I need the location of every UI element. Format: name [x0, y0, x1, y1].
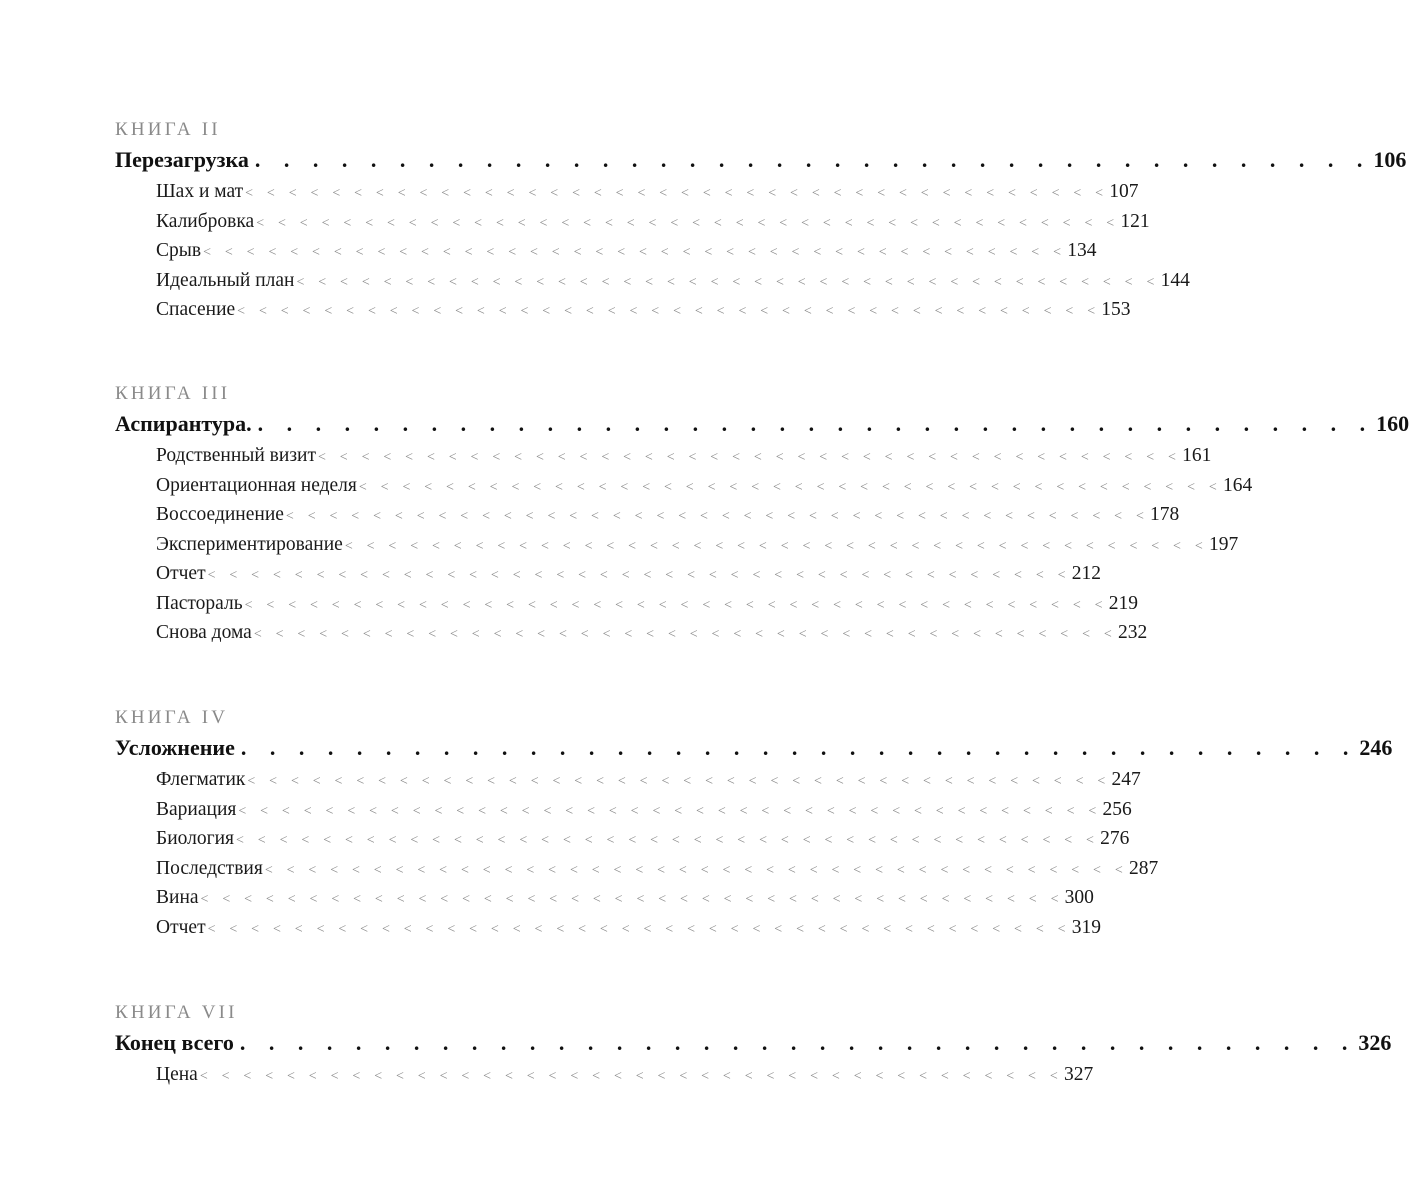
book-section: [115, 383, 1409, 648]
book-section: [115, 707, 1393, 942]
chapter-page-number: 107: [1109, 181, 1139, 202]
chapter-entry[interactable]: [156, 1060, 1094, 1090]
chapter-title: Шах и мат: [156, 181, 244, 202]
chapter-title: Вина: [156, 887, 199, 908]
chapter-list: [115, 765, 1159, 942]
chevron-leader: > > > > > > > > > > > > > > > > > > > > > > > > > > > > > > > > > > > > > > > >: [200, 892, 1064, 907]
chapter-title: Цена: [156, 1064, 198, 1085]
book-section: [115, 1002, 1392, 1090]
chapter-title: Срыв: [156, 240, 202, 261]
chevron-leader: > > > > > > > > > > > > > > > > > > > > > > > > > > > > > > > > > > > > > > > >: [247, 774, 1111, 789]
book-label: КНИГА IV: [115, 707, 229, 728]
chapter-page-number: 121: [1120, 210, 1150, 232]
chevron-leader: > > > > > > > > > > > > > > > > > > > > > > > > > > > > > > > > > > > > > > > >: [237, 304, 1101, 319]
chevron-leader: > > > > > > > > > > > > > > > > > > > > > > > > > > > > > > > > > > > > > > > >: [344, 538, 1208, 554]
chapter-entry[interactable]: [156, 559, 1101, 589]
chapter-list: [115, 441, 1253, 648]
chevron-leader: > > > > > > > > > > > > > > > > > > > > > > > > > > > > > > > > > > > > > > > >: [296, 274, 1160, 290]
chapter-list: [115, 1060, 1094, 1090]
chapter-entry[interactable]: [156, 266, 1190, 296]
dot-leader: . . . . . . . . . . . . . . . . . . . . . . . . . . . . . . . . . . . . . . .: [254, 147, 1372, 172]
part-page-number: 106: [1373, 147, 1407, 172]
dot-leader: . . . . . . . . . . . . . . . . . . . . . . . . . . . . . . . . . . . . . . .: [257, 411, 1375, 436]
part-title: Конец всего: [115, 1030, 234, 1055]
chapter-title: Снова дома: [156, 622, 252, 643]
dot-leader: . . . . . . . . . . . . . . . . . . . . . . . . . . . . . . . . . . . . . . .: [239, 1030, 1357, 1055]
chapter-page-number: 153: [1101, 299, 1131, 320]
part-page-number: 160: [1376, 411, 1409, 436]
chapter-entry[interactable]: [156, 177, 1139, 207]
chevron-leader: > > > > > > > > > > > > > > > > > > > > > > > > > > > > > > > > > > > > > > > >: [264, 862, 1128, 878]
dot-leader: . . . . . . . . . . . . . . . . . . . . . . . . . . . . . . . . . . . . . . .: [240, 735, 1358, 760]
chapter-entry[interactable]: [156, 795, 1132, 825]
chapter-entry[interactable]: [156, 618, 1148, 648]
chapter-page-number: 212: [1071, 563, 1101, 584]
chapter-title: Биология: [156, 828, 235, 849]
chapter-title: Флегматик: [156, 769, 246, 790]
chevron-leader: > > > > > > > > > > > > > > > > > > > > > > > > > > > > > > > > > > > > > > > >: [358, 479, 1222, 495]
chapter-page-number: 232: [1117, 622, 1148, 643]
chapter-list: [115, 177, 1190, 325]
chapter-title: Идеальный план: [156, 269, 295, 291]
chapter-page-number: 319: [1071, 916, 1101, 938]
chapter-page-number: 300: [1064, 887, 1094, 908]
part-title: Усложнение: [115, 735, 235, 760]
book-label: КНИГА III: [115, 383, 231, 404]
chapter-page-number: 164: [1223, 474, 1253, 496]
chapter-page-number: 161: [1182, 445, 1212, 466]
chapter-title: Отчет: [156, 563, 206, 584]
chevron-leader: > > > > > > > > > > > > > > > > > > > > > > > > > > > > > > > > > > > > > > > >: [317, 450, 1182, 465]
chapter-title: Калибровка: [156, 210, 255, 232]
part-page-number: 246: [1359, 735, 1393, 760]
chapter-entry[interactable]: [156, 236, 1097, 266]
chevron-leader: > > > > > > > > > > > > > > > > > > > > > > > > > > > > > > > > > > > > > > > >: [244, 597, 1108, 613]
chevron-leader: > > > > > > > > > > > > > > > > > > > > > > > > > > > > > > > > > > > > > > > >: [245, 186, 1109, 201]
chevron-leader: > > > > > > > > > > > > > > > > > > > > > > > > > > > > > > > > > > > > > > > >: [207, 568, 1071, 583]
chapter-title: Спасение: [156, 299, 236, 320]
chapter-entry[interactable]: [156, 500, 1180, 530]
book-label: КНИГА VII: [115, 1002, 238, 1023]
chapter-title: Пастораль: [156, 592, 243, 614]
chapter-entry[interactable]: [156, 207, 1150, 237]
chevron-leader: > > > > > > > > > > > > > > > > > > > > > > > > > > > > > > > > > > > > > > > >: [207, 921, 1071, 937]
chapter-page-number: 219: [1108, 592, 1138, 614]
part-title: Аспирантура.: [115, 411, 252, 436]
chevron-leader: > > > > > > > > > > > > > > > > > > > > > > > > > > > > > > > > > > > > > > > >: [253, 627, 1117, 642]
chapter-page-number: 178: [1150, 504, 1180, 525]
chapter-entry[interactable]: [156, 824, 1130, 854]
book-label: КНИГА II: [115, 119, 221, 140]
chapter-title: Ориентационная неделя: [156, 474, 357, 496]
chapter-title: Воссоединение: [156, 504, 284, 525]
chapter-page-number: 144: [1160, 269, 1190, 291]
chapter-page-number: 276: [1100, 828, 1130, 849]
chevron-leader: > > > > > > > > > > > > > > > > > > > > > > > > > > > > > > > > > > > > > > > >: [256, 215, 1120, 231]
part-entry[interactable]: [115, 1028, 1392, 1058]
book-section: [115, 119, 1407, 325]
chevron-leader: > > > > > > > > > > > > > > > > > > > > > > > > > > > > > > > > > > > > > > > >: [285, 509, 1150, 524]
chapter-entry[interactable]: [156, 854, 1159, 884]
chapter-entry[interactable]: [156, 883, 1094, 913]
chapter-entry[interactable]: [156, 295, 1131, 325]
chapter-title: Отчет: [156, 916, 206, 938]
chapter-entry[interactable]: [156, 441, 1212, 471]
part-title: Перезагрузка: [115, 147, 249, 172]
chapter-page-number: 247: [1111, 769, 1141, 790]
chevron-leader: > > > > > > > > > > > > > > > > > > > > > > > > > > > > > > > > > > > > > > > >: [238, 803, 1102, 819]
chapter-entry[interactable]: [156, 913, 1101, 943]
part-entry[interactable]: [115, 733, 1393, 763]
part-entry[interactable]: [115, 409, 1409, 439]
chapter-entry[interactable]: [156, 589, 1138, 619]
chapter-entry[interactable]: [156, 471, 1253, 501]
chapter-title: Родственный визит: [156, 445, 316, 466]
chapter-page-number: 287: [1128, 857, 1159, 879]
chevron-leader: > > > > > > > > > > > > > > > > > > > > > > > > > > > > > > > > > > > > > > > >: [236, 833, 1100, 848]
chapter-entry[interactable]: [156, 530, 1239, 560]
chapter-title: Экспериментирование: [156, 533, 343, 555]
chapter-page-number: 256: [1102, 798, 1132, 820]
chapter-entry[interactable]: [156, 765, 1141, 795]
chapter-page-number: 134: [1067, 240, 1097, 261]
chapter-page-number: 197: [1208, 533, 1239, 555]
chapter-page-number: 327: [1063, 1064, 1094, 1085]
part-page-number: 326: [1358, 1030, 1392, 1055]
chapter-title: Вариация: [156, 798, 237, 820]
chevron-leader: > > > > > > > > > > > > > > > > > > > > > > > > > > > > > > > > > > > > > > > >: [203, 245, 1067, 260]
chevron-leader: > > > > > > > > > > > > > > > > > > > > > > > > > > > > > > > > > > > > > > > >: [199, 1069, 1063, 1084]
part-entry[interactable]: [115, 145, 1407, 175]
chapter-title: Последствия: [156, 857, 263, 879]
